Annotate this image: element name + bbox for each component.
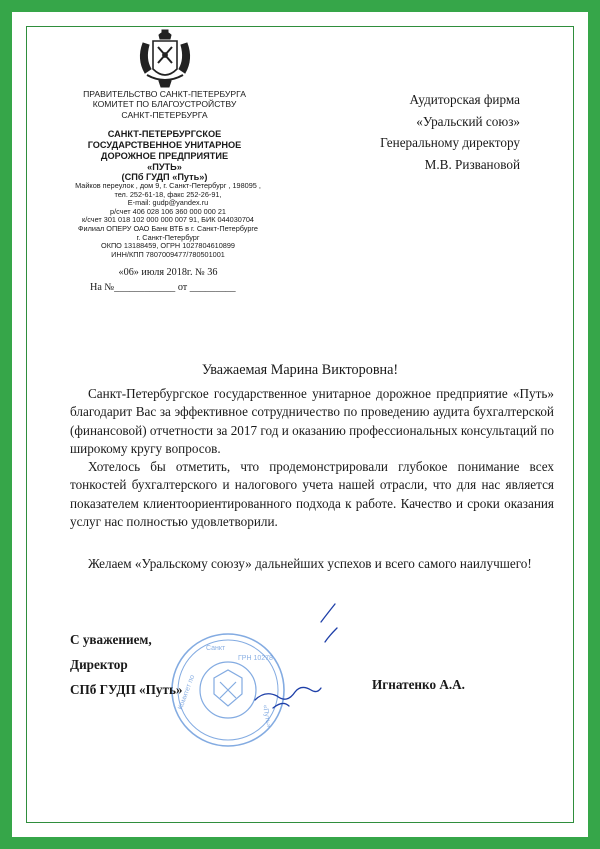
body-paragraph-3: Желаем «Уральскому союзу» дальнейших успехов и всего самого наилучшего! [88, 556, 532, 571]
body-paragraph-2: Хотелось бы отметить, что продемонстрировали глубокое понимание всех тонкостей бухгалтерского и налогового учета нашей отрасли, что для нас является показателем клиентоориентированного подхода к работе. Качество и сроки оказания услуг нас полностью удовлетворили. [70, 459, 554, 529]
signer-name: Игнатенко А.А. [372, 677, 465, 692]
signature-icon [225, 600, 365, 720]
letterhead-org-block [62, 89, 267, 183]
contact-line-3: E-mail: gudp@yandex.ru [127, 198, 209, 208]
recipient-line-1: Аудиторская фирма [409, 92, 520, 107]
recipient-line-2: «Уральский союз» [416, 113, 520, 129]
recipient-line-3: Генеральному директору [380, 135, 520, 150]
salutation: Уважаемая Марина Викторовна! [201, 362, 399, 378]
svg-text:«Путь»: «Путь» [261, 704, 272, 729]
closing-line-3: СПб ГУДП «Путь» [70, 682, 183, 697]
org-line-1: САНКТ-ПЕТЕРБУРГСКОЕ [107, 129, 222, 140]
contact-line-8: ОКПО 13188459, ОГРН 1027804610899 [101, 241, 235, 251]
org-line-3: ДОРОЖНОЕ ПРЕДПРИЯТИЕ [100, 150, 229, 161]
contact-line-5: к/счет 301 018 102 000 000 007 91, БИК 044030704 [82, 215, 254, 225]
svg-text:Комитет по: Комитет по [177, 674, 197, 711]
letter-reference: На №____________ от _________ [90, 282, 236, 293]
body-paragraph-1: Санкт-Петербургское государственное унитарное дорожное предприятие «Путь» благодарит Вас за эффективное сотрудничество по проведению аудита бухгалтерской (финансовой) отчетности за 2017 год и оказанию профессиональных консультаций по широкому кругу вопросов. [70, 386, 554, 456]
org-line-4: «ПУТЬ» [147, 161, 182, 172]
org-line-5: (СПб ГУДП «Путь») [121, 172, 208, 183]
recipient-block [320, 89, 520, 175]
gov-line-1: ПРАВИТЕЛЬСТВО САНКТ-ПЕТЕРБУРГА [83, 89, 246, 99]
svg-text:Санкт: Санкт [206, 645, 226, 652]
coat-of-arms-icon [133, 29, 197, 91]
org-line-2: ГОСУДАРСТВЕННОЕ УНИТАРНОЕ [87, 140, 242, 151]
letterhead-contacts [62, 182, 274, 259]
contact-line-2: тел. 252-61-18, факс 252-26-91, [114, 189, 222, 199]
contact-line-1: Майков переулок , дом 9, г. Санкт-Петербург , 198095 , [75, 181, 261, 190]
closing-line-1: С уважением, [70, 632, 152, 647]
letter-date: «06» июля 2018г. № 36 [118, 267, 218, 278]
closing-block [70, 627, 183, 702]
recipient-line-4: М.В. Ризвановой [424, 156, 520, 172]
closing-line-2: Директор [70, 657, 128, 672]
svg-text:ГРН 10278: ГРН 10278 [238, 655, 273, 662]
contact-line-6: Филиал ОПЕРУ ОАО Банк ВТБ в г. Санкт-Петербурге [78, 223, 258, 233]
gov-line-3: САНКТ-ПЕТЕРБУРГА [121, 109, 208, 120]
contact-line-4: р/счет 406 028 106 360 000 000 21 [110, 206, 226, 216]
contact-line-9: ИНН/КПП 7807009477/780501001 [111, 249, 225, 259]
gov-line-2: КОМИТЕТ ПО БЛАГОУСТРОЙСТВУ [92, 99, 237, 110]
contact-line-7: г. Санкт-Петербург [136, 232, 200, 242]
